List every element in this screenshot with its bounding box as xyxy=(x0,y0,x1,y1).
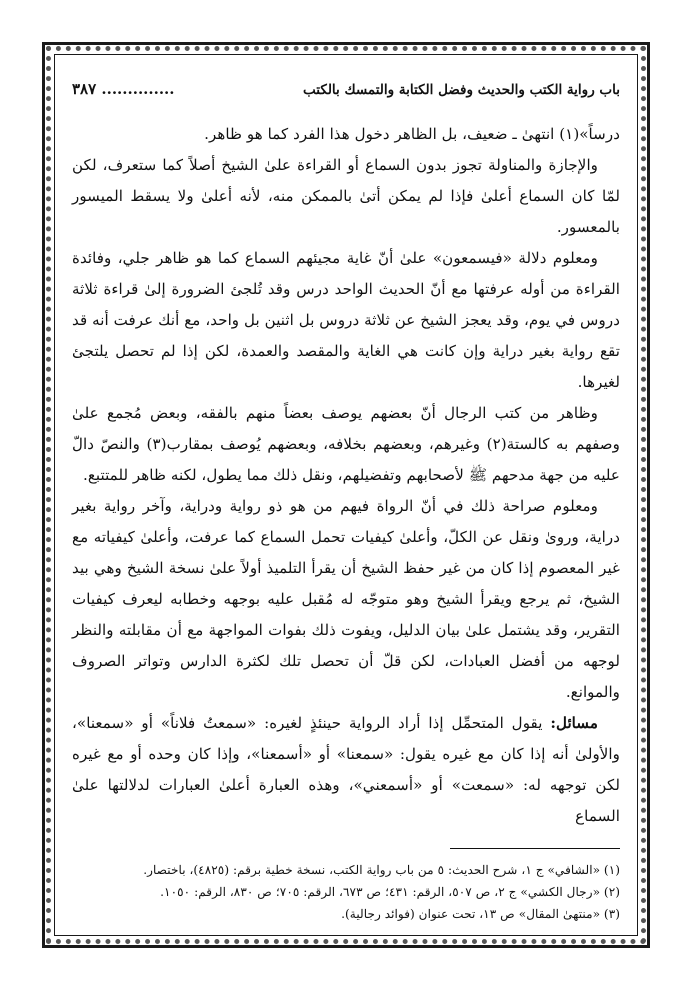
masail-heading: مسائل: xyxy=(550,714,598,732)
paragraph: ومعلوم صراحة ذلك في أنّ الرواة فيهم من هو ذو رواية ودراية، وآخر رواية بغير دراية، وروىٰ ونقل عن الكلّ، وأعلىٰ كيفيات تحمل السماع كما عرفت، وأعلىٰ كيفياته مع غير المعصوم إذا كان من غير حفظ الشيخ أن يقرأ التلميذ أولاً علىٰ نسخة الشيخ وهي بيد الشيخ، ثم يرجع ويقرأ الشيخ وهو متوجّه له مُقبل عليه بوجهه وخطابه ليعرف كيفيات التقرير، وقد يشتمل علىٰ بيان الدليل، ويفوت ذلك بفوات المواجهة مع أن مقابلته والنظر لوجهه من أفضل العبادات، لكن قلّ أن تحصل تلك لكثرة الدارس وتواتر الصروف والموانع. xyxy=(72,497,620,701)
paragraph: وظاهر من كتب الرجال أنّ بعضهم يوصف بعضاً منهم بالفقه، وبعض مُجمع علىٰ وصفهم به كالستة(٢) وغيرهم، وبعضهم بخلافه، وبعضهم يُوصف بمقارب(٣) والنصّ دالّ عليه من جهة مدحهم ﷺ لأصحابهم وتفضيلهم، ونقل ذلك مما يطول، لكنه ظاهر للمتتبع. xyxy=(72,404,620,484)
header-dots: .............. xyxy=(96,80,175,98)
paragraph-masail: مسائل: يقول المتحمِّل إذا أراد الرواية حينئذٍ لغيره: «سمعتُ فلاناً» أو «سمعنا»، والأولىٰ أنه إذا كان مع غيره يقول: «سمعنا» أو «أسمعنا»، وإذا كان وحده أو مع غيره لكن توجهه له: «سمعت» أو «أسمعني»، وهذه العبارة أعلىٰ العبارات لدلالتها علىٰ السماع xyxy=(72,714,620,825)
page-number: .............. ٣٨٧ xyxy=(72,80,175,98)
paragraph: والإجازة والمناولة تجوز بدون السماع أو القراءة علىٰ الشيخ أصلاً كما ستعرف، لكن لمّا كان السماع أعلىٰ فإذا لم يمكن أتىٰ بالممكن منه، لأنه أعلىٰ ولا يسقط الميسور بالمعسور. xyxy=(72,156,620,236)
paragraph: ومعلوم دلالة «فيسمعون» علىٰ أنّ غاية مجيئهم السماع كما هو ظاهر جلي، وفائدة القراءة من أوله عرفتها مع أنّ الحديث الواحد درس وقد تُلجئ الضرورة إلىٰ قراءة ثلاثة دروس في يوم، وقد يعجز الشيخ عن ثلاثة دروس بل اثنين بل واحد، مع أنك عرفت أنه قد تقع رواية بغير دراية وإن كانت هي الغاية والمقصد والعمدة، لكن إذا لم تحصل يلتجئ لغيرها. xyxy=(72,249,620,391)
footnotes xyxy=(72,859,620,925)
paragraph: درساً»(١) انتهىٰ ـ ضعيف، بل الظاهر دخول هذا الفرد كما هو ظاهر. xyxy=(204,125,620,143)
book-page xyxy=(72,80,620,921)
footnote: (٣) «منتهىٰ المقال» ص ١٣، تحت عنوان (فوائد رجالية). xyxy=(341,907,620,921)
running-header xyxy=(72,80,620,105)
footnote: (١) «الشافي» ج ١، شرح الحديث: ٥ من باب رواية الكتب، نسخة خطية برقم: (٤٨٢٥)، باختصار. xyxy=(143,863,620,877)
running-title: باب رواية الكتب والحديث وفضل الكتابة والتمسك بالكتب xyxy=(303,82,620,98)
main-text xyxy=(72,119,620,832)
footnote: (٢) «رجال الكشي» ج ٢، ص ٥٠٧، الرقم: ٤٣١؛ ص ٦٧٣، الرقم: ٧٠٥؛ ص ٨٣٠، الرقم: ١٠٥٠. xyxy=(160,885,620,899)
footnote-separator xyxy=(450,848,620,849)
